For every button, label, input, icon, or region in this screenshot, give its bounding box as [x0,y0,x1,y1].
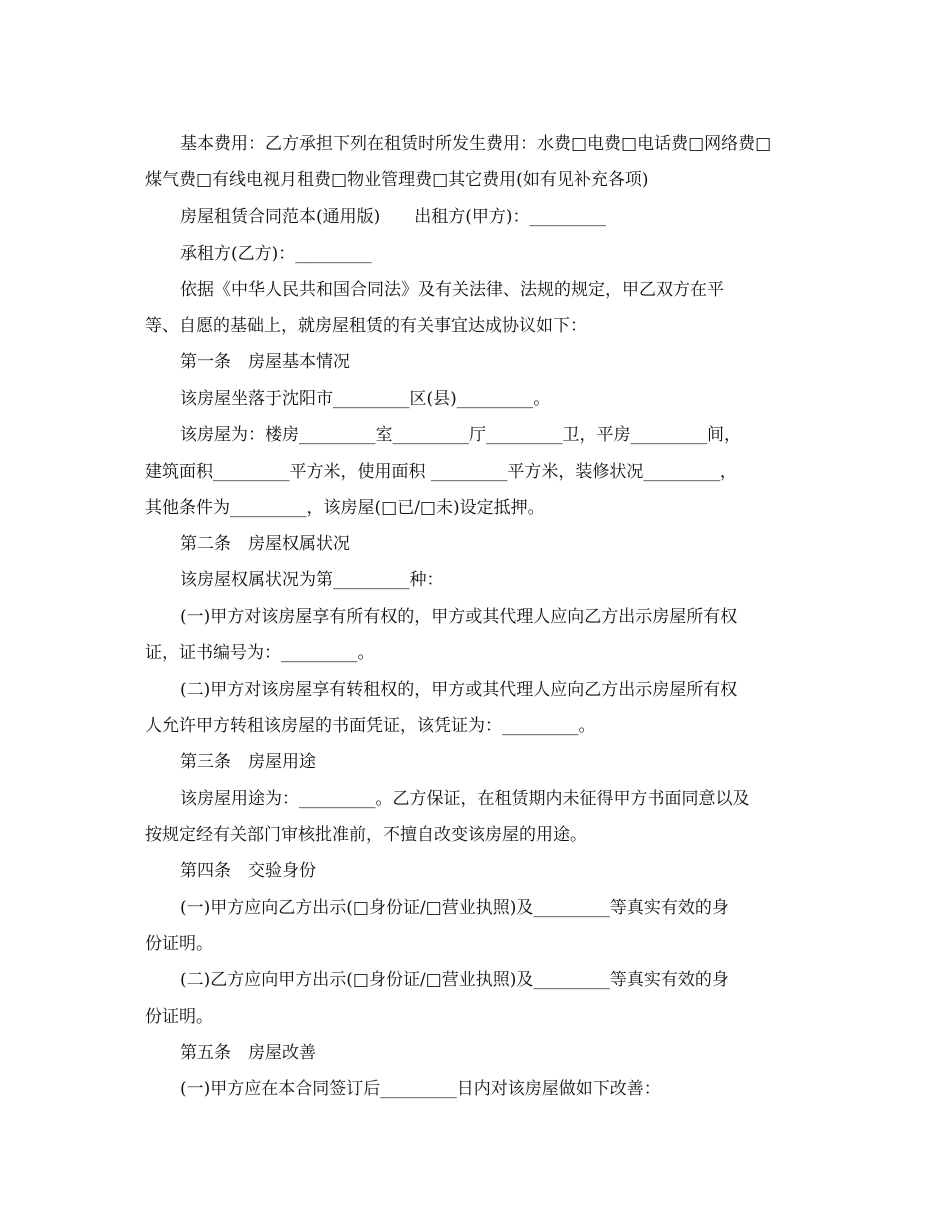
text-line: 建筑面积_________平方米，使用面积 _________平方米，装修状况_________， [145,462,737,482]
text-line: 该房屋为：楼房_________室_________厅_________卫，平房_________间， [180,425,741,445]
text-line: 承租方(乙方)：_________ [180,244,372,264]
text-line: 依据《中华人民共和国合同法》及有关法律、法规的规定，甲乙双方在平 [180,280,724,300]
text-line: (一)甲方对该房屋享有所有权的，甲方或其代理人应向乙方出示房屋所有权 [180,607,738,627]
text-line: (一)甲方应向乙方出示(□身份证/□营业执照)及_________等真实有效的身 [180,898,729,918]
text-line: (二)甲方对该房屋享有转租权的，甲方或其代理人应向乙方出示房屋所有权 [180,680,738,700]
text-line: (二)乙方应向甲方出示(□身份证/□营业执照)及_________等真实有效的身 [180,970,729,990]
section-heading: 第四条 交验身份 [180,861,316,881]
text-line: 房屋租赁合同范本(通用版) 出租方(甲方)：_________ [180,207,607,227]
text-line: 其他条件为_________，该房屋(□已/□未)设定抵押。 [145,498,545,518]
text-line: 该房屋坐落于沈阳市_________区(县)_________。 [180,389,551,409]
text-line: 等、自愿的基础上，就房屋租赁的有关事宜达成协议如下： [145,316,587,336]
text-line: 份证明。 [145,1007,213,1027]
section-heading: 第二条 房屋权属状况 [180,534,350,554]
text-line: 人允许甲方转租该房屋的书面凭证，该凭证为：_________。 [145,716,596,736]
text-line: 该房屋权属状况为第_________种： [180,570,444,590]
section-heading: 第三条 房屋用途 [180,752,316,772]
text-line: 该房屋用途为：_________。乙方保证，在租赁期内未征得甲方书面同意以及 [180,789,750,809]
text-line: 按规定经有关部门审核批准前，不擅自改变该房屋的用途。 [145,825,587,845]
text-line: (一)甲方应在本合同签订后_________日内对该房屋做如下改善： [180,1079,661,1099]
text-line: 证，证书编号为：_________。 [145,643,375,663]
section-heading: 第一条 房屋基本情况 [180,352,350,372]
text-line: 煤气费□有线电视月租费□物业管理费□其它费用(如有见补充各项) [145,170,649,190]
text-line: 份证明。 [145,934,213,954]
text-line: 基本费用：乙方承担下列在租赁时所发生费用：水费□电费□电话费□网络费□ [180,134,772,154]
section-heading: 第五条 房屋改善 [180,1043,316,1063]
